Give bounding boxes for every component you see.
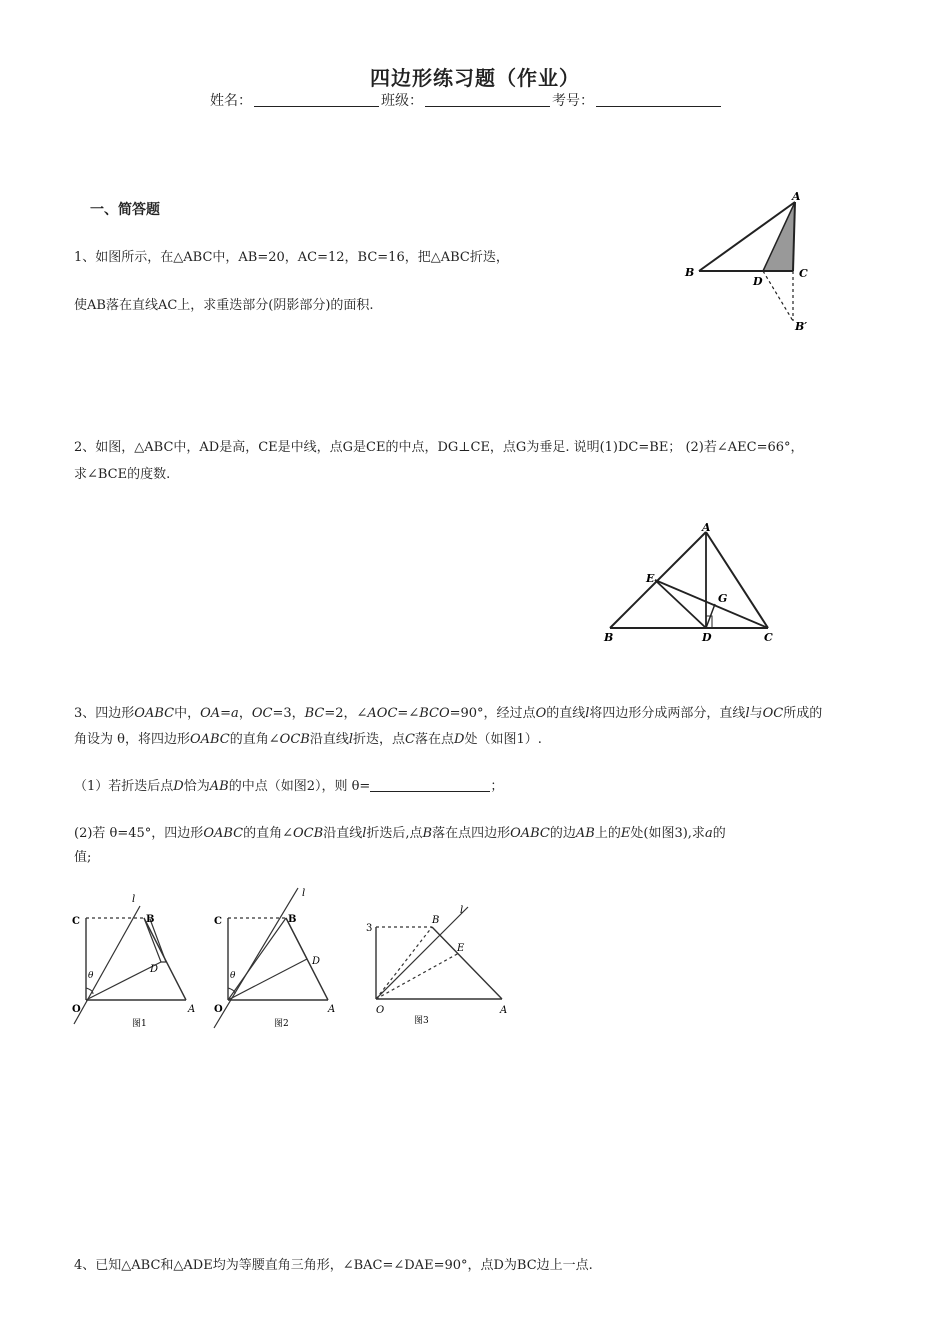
class-label: 班级： — [381, 93, 423, 109]
q1-label-c: C — [799, 267, 808, 280]
svg-text:O: O — [214, 1004, 223, 1015]
q3-line1: 3、四边形OABC中，OA=a，OC=3，BC=2，∠AOC=∠BCO=90°，经过点O的直线l将四边形分成两部分，直线l与OC所成的 — [74, 706, 823, 721]
fig2-caption: 图2 — [274, 1019, 289, 1029]
q2-line2: 求∠BCE的度数. — [74, 467, 171, 482]
q1-label-b: B — [685, 266, 695, 279]
svg-text:B: B — [288, 914, 297, 925]
svg-text:D: D — [150, 964, 159, 975]
q2-label-c: C — [764, 631, 773, 644]
fig1-caption: 图1 — [132, 1019, 147, 1029]
svg-text:θ: θ — [88, 971, 94, 981]
svg-text:C: C — [214, 916, 222, 927]
q3-line2: 角设为 θ，将四边形OABC的直角∠OCB沿直线l折迭，点C落在点D处（如图1）. — [74, 732, 542, 747]
svg-text:D: D — [312, 956, 321, 967]
svg-text:A: A — [328, 1004, 336, 1015]
q3-figure-1 — [66, 888, 206, 1030]
svg-text:B: B — [432, 915, 440, 926]
q2-label-g: G — [718, 592, 728, 605]
q3-sub2-line1: (2)若 θ=45°，四边形OABC的直角∠OCB沿直线l折迭后,点B落在点四边形OABC的边AB上的E处(如图3),求a的 — [74, 826, 726, 841]
q1-line1: 1、如图所示，在△ABC中，AB=20，AC=12，BC=16，把△ABC折迭， — [74, 250, 509, 265]
svg-text:O: O — [72, 1004, 81, 1015]
q3-answer-blank[interactable] — [370, 778, 490, 792]
q2-label-d: D — [702, 631, 712, 644]
svg-text:O: O — [376, 1005, 385, 1016]
q2-label-b: B — [604, 631, 614, 644]
svg-text:C: C — [72, 916, 80, 927]
svg-text:A: A — [188, 1004, 196, 1015]
q1-triangle-figure — [665, 188, 865, 338]
id-label: 考号： — [552, 93, 594, 109]
q2-label-e: E — [646, 572, 655, 585]
q3-figure-3 — [360, 895, 520, 1030]
fig3-caption: 图3 — [414, 1016, 429, 1026]
svg-text:A: A — [500, 1005, 508, 1016]
id-blank[interactable] — [596, 92, 721, 107]
svg-text:B: B — [146, 914, 155, 925]
svg-text:l: l — [460, 905, 464, 916]
q1-label-bprime: B′ — [795, 320, 808, 333]
svg-text:E: E — [457, 943, 465, 954]
q3-figure-2 — [208, 880, 348, 1030]
svg-text:l: l — [132, 894, 136, 905]
section-heading: 一、简答题 — [90, 202, 160, 218]
q1-label-a: A — [792, 190, 801, 203]
svg-text:3: 3 — [366, 923, 373, 934]
name-label: 姓名： — [210, 93, 252, 109]
q3-sub2-line2: 值; — [74, 850, 92, 865]
class-blank[interactable] — [425, 92, 550, 107]
q4-line1: 4、已知△ABC和△ADE均为等腰直角三角形，∠BAC=∠DAE=90°，点D为BC边上一点. — [74, 1258, 593, 1273]
student-info-line — [210, 90, 723, 110]
svg-text:l: l — [302, 888, 306, 899]
q3-sub1: （1）若折迭后点D恰为AB的中点（如图2），则 θ= ； — [74, 779, 504, 794]
svg-text:θ: θ — [230, 971, 236, 981]
name-blank[interactable] — [254, 92, 379, 107]
q2-triangle-figure — [596, 520, 792, 648]
q1-line2: 使AB落在直线AC上，求重迭部分(阴影部分)的面积. — [74, 298, 374, 313]
q2-line1: 2、如图，△ABC中，AD是高，CE是中线，点G是CE的中点，DG⊥CE，点G为垂足. 说明(1)DC=BE； (2)若∠AEC=66°， — [74, 440, 804, 455]
q2-label-a: A — [702, 521, 711, 534]
q1-label-d: D — [753, 275, 763, 288]
page-title: 四边形练习题（作业） — [370, 66, 580, 90]
